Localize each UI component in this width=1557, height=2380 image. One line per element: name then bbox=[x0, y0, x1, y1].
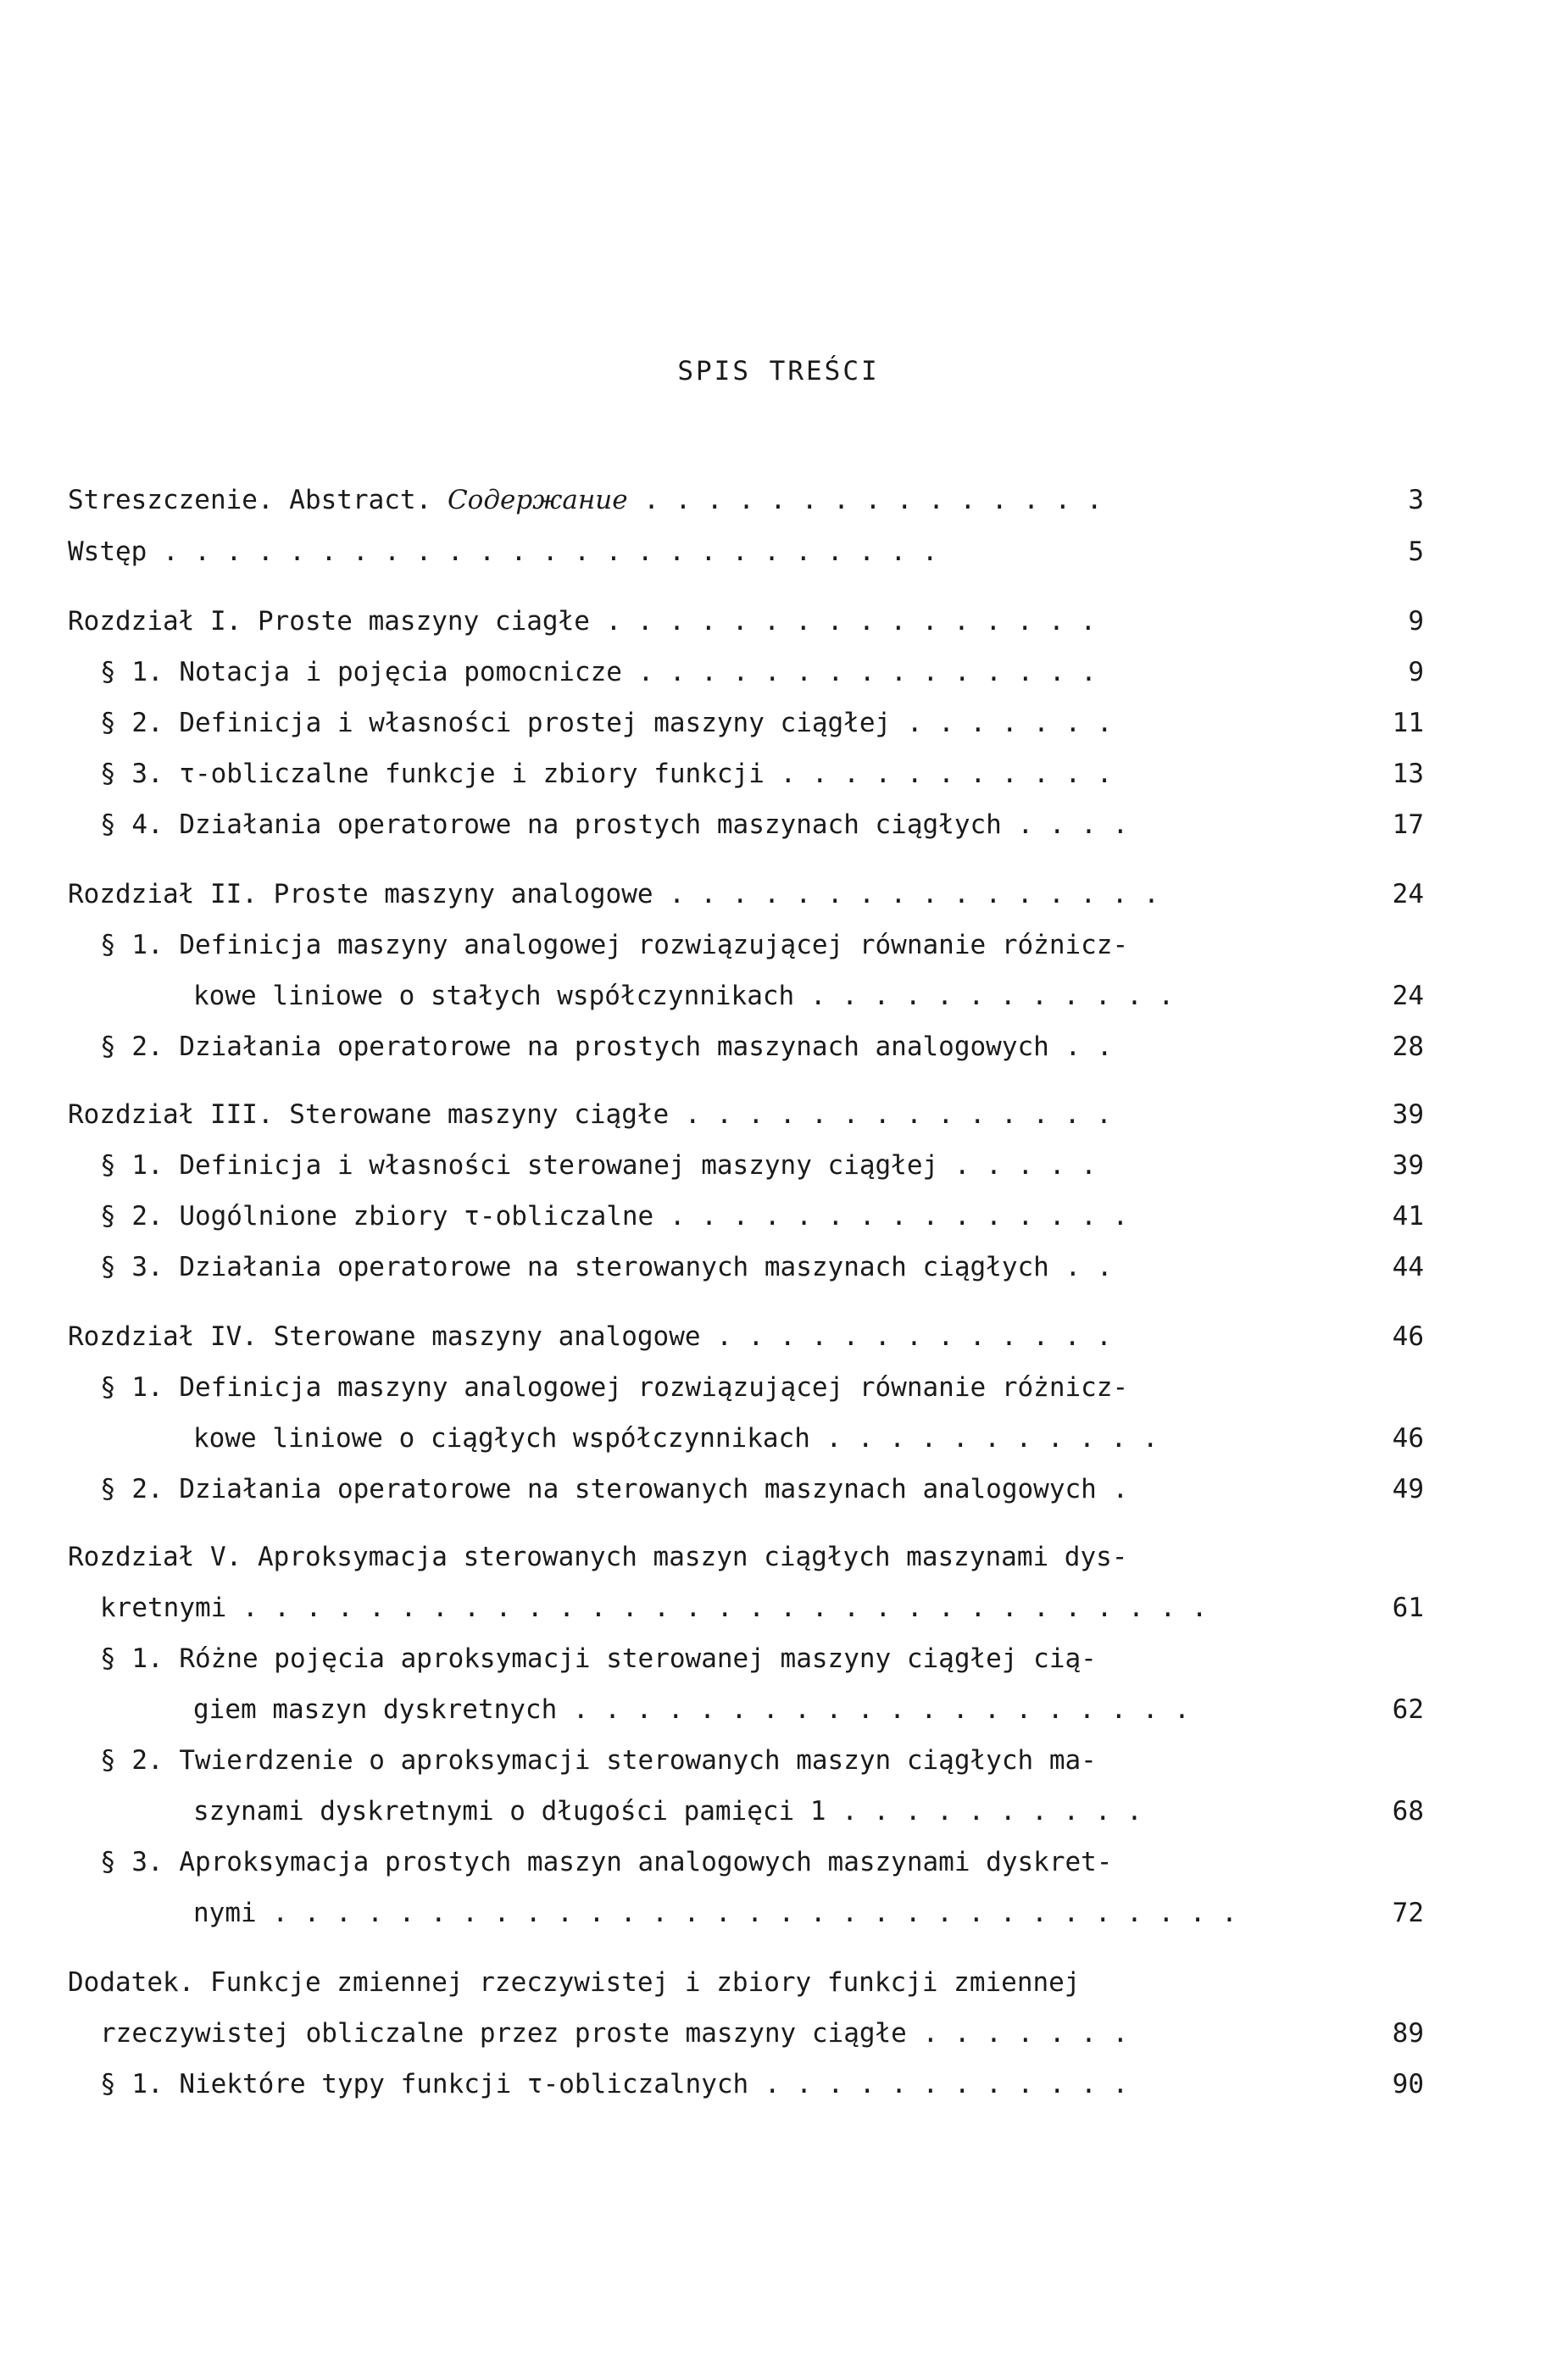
toc-leader-dots: . . . . . . . . . . . . . . . . bbox=[653, 879, 1159, 909]
toc-page-number: 68 bbox=[1392, 1796, 1424, 1827]
toc-leader-dots: . . . . . . . . . . . . . bbox=[700, 1321, 1112, 1352]
toc-section-continuation[interactable] bbox=[193, 1790, 1271, 1832]
toc-page-number: 90 bbox=[1392, 2069, 1424, 2099]
toc-entry-label: § 1. Notacja i pojęcia pomocnicze bbox=[100, 657, 622, 687]
toc-entry-label: § 1. Niektóre typy funkcji τ-obliczalnych bbox=[100, 2069, 749, 2099]
toc-entry-label: Wstęp bbox=[68, 537, 147, 567]
toc-leader-dots: . . . . . . . . . . . . . . . . . . . . . . . . . . . . . . . bbox=[256, 1898, 1237, 1928]
toc-section[interactable] bbox=[100, 1246, 1271, 1288]
toc-entry-label: Rozdział II. Proste maszyny analogowe bbox=[68, 879, 653, 909]
toc-entry-label: kowe liniowe o ciągłych współczynnikach bbox=[193, 1423, 810, 1454]
toc-entry-label: Rozdział V. Aproksymacja sterowanych maszyn ciągłych maszynami dys- bbox=[68, 1542, 1128, 1572]
toc-leader-dots: . . . . . . . . . . . . . . . . bbox=[589, 606, 1097, 637]
toc-entry-label: Dodatek. Funkcje zmiennej rzeczywistej i zbiory funkcji zmiennej bbox=[68, 1967, 1081, 1998]
toc-leader-dots: . . . . . bbox=[938, 1150, 1097, 1181]
toc-leader-dots: . . . . . . . . . . . . . . . . . . . . bbox=[557, 1694, 1190, 1725]
toc-entry-label: § 1. Różne pojęcia aproksymacji sterowanej maszyny ciągłej cią- bbox=[100, 1643, 1097, 1674]
toc-entry-label: § 4. Działania operatorowe na prostych maszynach ciągłych bbox=[100, 809, 1002, 840]
toc-entry-label: nymi bbox=[193, 1898, 257, 1928]
toc-entry-label: § 2. Działania operatorowe na prostych maszynach analogowych bbox=[100, 1032, 1049, 1062]
toc-entry-label: § 1. Definicja maszyny analogowej rozwiązującej równanie różnicz- bbox=[100, 930, 1129, 960]
toc-chapter-2[interactable] bbox=[68, 873, 1271, 915]
toc-chapter-continuation[interactable] bbox=[100, 1587, 1271, 1629]
toc-section[interactable] bbox=[100, 2063, 1271, 2105]
toc-leader-dots: . . . . . . . . . . bbox=[826, 1796, 1143, 1827]
toc-leader-dots: . . . . . . . . . . . . . . . . . . . . . . . . . bbox=[147, 537, 938, 567]
toc-entry-label: § 3. Działania operatorowe na sterowanych maszynach ciągłych bbox=[100, 1252, 1049, 1282]
toc-entry-label: § 2. Działania operatorowe na sterowanych maszynach analogowych bbox=[100, 1474, 1097, 1504]
toc-section-continuation[interactable] bbox=[193, 1417, 1271, 1460]
toc-leader-dots: . . . . . . . bbox=[891, 708, 1113, 738]
toc-entry-label: Streszczenie. Abstract. bbox=[68, 485, 448, 515]
toc-page-number: 89 bbox=[1392, 2018, 1424, 2049]
toc-entry-label: § 2. Uogólnione zbiory τ-obliczalne bbox=[100, 1201, 654, 1232]
toc-entry-wstep[interactable] bbox=[68, 531, 1271, 573]
toc-section[interactable] bbox=[100, 753, 1271, 795]
toc-leader-dots: . . bbox=[1048, 1252, 1113, 1282]
toc-page-number: 24 bbox=[1392, 879, 1424, 909]
toc-entry-label: § 3. Aproksymacja prostych maszyn analogowych maszynami dyskret- bbox=[100, 1847, 1113, 1877]
toc-entry-label: § 1. Definicja maszyny analogowej rozwiązującej równanie różnicz- bbox=[100, 1372, 1129, 1403]
toc-section-continuation[interactable] bbox=[193, 1892, 1271, 1934]
toc-chapter-5[interactable] bbox=[68, 1536, 1271, 1578]
toc-section[interactable] bbox=[100, 1638, 1271, 1680]
toc-page-number: 9 bbox=[1408, 606, 1424, 637]
toc-leader-dots: . . . . . . . . . . . . . . . bbox=[621, 657, 1097, 687]
toc-section-continuation[interactable] bbox=[193, 1688, 1271, 1731]
toc-page-number: 3 bbox=[1408, 485, 1424, 515]
toc-page-number: 72 bbox=[1392, 1898, 1424, 1928]
toc-section[interactable] bbox=[100, 1026, 1271, 1068]
toc-section[interactable] bbox=[100, 1195, 1271, 1237]
toc-page-number: 46 bbox=[1392, 1321, 1424, 1352]
toc-section[interactable] bbox=[100, 804, 1271, 846]
toc-leader-dots: . bbox=[1096, 1474, 1129, 1504]
toc-appendix-continuation[interactable] bbox=[100, 2012, 1271, 2055]
toc-entry-label: rzeczywistej obliczalne przez proste maszyny ciągłe bbox=[100, 2018, 907, 2049]
toc-leader-dots: . . bbox=[1048, 1032, 1113, 1062]
toc-leader-dots: . . . . . . . . . . . . . . . bbox=[627, 485, 1103, 515]
toc-page-number: 49 bbox=[1392, 1474, 1424, 1504]
toc-leader-dots: . . . . . . . . . . . bbox=[809, 1423, 1159, 1454]
toc-section-continuation[interactable] bbox=[193, 975, 1271, 1017]
toc-section[interactable] bbox=[100, 702, 1271, 744]
toc-chapter-1[interactable] bbox=[68, 600, 1271, 642]
toc-entry-label: szynami dyskretnymi o długości pamięci 1 bbox=[193, 1796, 826, 1827]
toc-page-number: 11 bbox=[1392, 708, 1424, 738]
toc-page-number: 9 bbox=[1408, 657, 1424, 687]
toc-leader-dots: . . . . . . . . . . . . bbox=[794, 981, 1175, 1011]
toc-page-number: 24 bbox=[1392, 981, 1424, 1011]
toc-section[interactable] bbox=[100, 651, 1271, 693]
toc-entry-label: kowe liniowe o stałych współczynnikach bbox=[193, 981, 795, 1011]
toc-entry-label: Rozdział III. Sterowane maszyny ciągłe bbox=[68, 1099, 670, 1130]
toc-chapter-4[interactable] bbox=[68, 1315, 1271, 1358]
toc-entry-label: § 2. Definicja i własności prostej maszyny ciągłej bbox=[100, 708, 892, 738]
toc-page-number: 62 bbox=[1392, 1694, 1424, 1725]
toc-entry-label-cyrillic: Содержание bbox=[447, 485, 628, 515]
toc-leader-dots: . . . . . . . . . . . . . . . . . . . . . . . . . . . . . . . bbox=[226, 1593, 1208, 1623]
toc-section[interactable] bbox=[100, 1739, 1271, 1782]
toc-appendix[interactable] bbox=[68, 1961, 1271, 2004]
toc-page-number: 13 bbox=[1392, 759, 1424, 789]
toc-chapter-3[interactable] bbox=[68, 1093, 1271, 1136]
toc-page-number: 61 bbox=[1392, 1593, 1424, 1623]
toc-entry-label: § 1. Definicja i własności sterowanej maszyny ciągłej bbox=[100, 1150, 939, 1181]
toc-leader-dots: . . . . . . . . . . . . bbox=[748, 2069, 1129, 2099]
toc-page-number: 28 bbox=[1392, 1032, 1424, 1062]
toc-entry-label: kretnymi bbox=[100, 1593, 227, 1623]
toc-page-number: 39 bbox=[1392, 1150, 1424, 1181]
toc-entry-streszczenie[interactable] bbox=[68, 479, 1271, 521]
toc-leader-dots: . . . . . . . bbox=[906, 2018, 1129, 2049]
page-title: SPIS TREŚCI bbox=[677, 356, 880, 386]
toc-page-number: 5 bbox=[1408, 537, 1424, 567]
toc-section[interactable] bbox=[100, 1144, 1271, 1187]
toc-leader-dots: . . . . bbox=[1001, 809, 1129, 840]
toc-page-number: 39 bbox=[1392, 1099, 1424, 1130]
toc-entry-label: Rozdział I. Proste maszyny ciagłe bbox=[68, 606, 590, 637]
toc-entry-label: § 3. τ-obliczalne funkcje i zbiory funkcji bbox=[100, 759, 765, 789]
toc-leader-dots: . . . . . . . . . . . . . . bbox=[669, 1099, 1112, 1130]
toc-page-number: 44 bbox=[1392, 1252, 1424, 1282]
toc-section[interactable] bbox=[100, 924, 1271, 966]
toc-entry-label: Rozdział IV. Sterowane maszyny analogowe bbox=[68, 1321, 701, 1352]
toc-section[interactable] bbox=[100, 1468, 1271, 1510]
toc-page-number: 46 bbox=[1392, 1423, 1424, 1454]
toc-leader-dots: . . . . . . . . . . . bbox=[764, 759, 1113, 789]
toc-page-number: 41 bbox=[1392, 1201, 1424, 1232]
toc-page-number: 17 bbox=[1392, 809, 1424, 840]
toc-section[interactable] bbox=[100, 1841, 1271, 1883]
toc-section[interactable] bbox=[100, 1366, 1271, 1409]
toc-entry-label: § 2. Twierdzenie o aproksymacji sterowanych maszyn ciągłych ma- bbox=[100, 1745, 1097, 1776]
toc-entry-label: giem maszyn dyskretnych bbox=[193, 1694, 558, 1725]
toc-leader-dots: . . . . . . . . . . . . . . . bbox=[653, 1201, 1129, 1232]
